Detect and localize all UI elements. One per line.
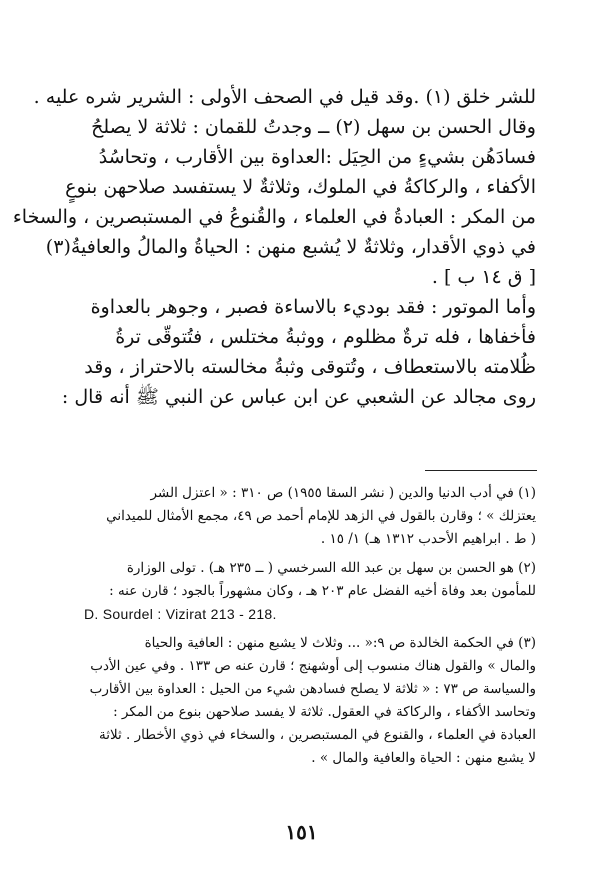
main-line-8: وأما الموتور : فقد بوديء بالاساءة فصبر ، وجوهر بالعداوة xyxy=(90,296,536,318)
main-line-1: للشر خلق (١) .وقد قيل في الصحف الأولى : الشرير شره عليه . xyxy=(33,86,536,108)
page-number: ١٥١ xyxy=(285,820,318,844)
footnote-1-line-3: ( ط . ابراهيم الأحدب ١٣١٢ هـ) ١/ ١٥ . xyxy=(320,531,536,547)
footnote-2-line-2: للمأمون بعد وفاة أخيه الفضل عام ٢٠٣ هـ ، وكان مشهوراً بالجود ؛ قارن عنه : xyxy=(109,583,536,599)
main-line-6: في ذوي الأقدار، وثلاثةٌ لا يُشبع منهن : الحياةُ والمالُ والعافيةُ(٣) xyxy=(45,236,536,258)
main-line-4: الأكفاء ، والركاكةُ في الملوك، وثلاثةٌ لا يستفسد صلاحهن بنوعٍ xyxy=(65,176,536,198)
main-line-9: فأخفاها ، فله ترةٌ مظلوم ، ووثبةُ مختلس ، فتُتوقّى ترةُ xyxy=(115,326,536,348)
footnote-1-line-1: (١) في أدب الدنيا والدين ( نشر السقا ١٩٥٥) ص ٣١٠ : « اعتزل الشر xyxy=(150,485,536,501)
footnote-3-line-6: لا يشبع منهن : الحياة والعافية والمال » . xyxy=(311,750,536,766)
main-line-11: روى مجالد عن الشعبي عن ابن عباس عن النبي ﷺ أنه قال : xyxy=(61,386,536,408)
main-line-3: فسادَهُن بشيءٍ من الحِيَل :العداوة بين الأقارب ، وتحاسُدُ xyxy=(98,146,536,168)
main-line-5: من المكر : العبادةُ في العلماء ، والقُنوعُ في المستبصرين ، والسخاء xyxy=(12,206,536,228)
footnote-separator xyxy=(425,470,537,471)
footnote-3-line-1: (٣) في الحكمة الخالدة ص ٩:« ... وثلاث لا يشبع منهن : العافية والحياة xyxy=(144,635,536,651)
main-text-block xyxy=(12,82,536,412)
main-line-2: وقال الحسن بن سهل (٢) ــ وجدتُ للقمان : ثلاثة لا يصلحُ xyxy=(91,116,536,138)
footnote-1-line-2: يعتزلك » ؛ وقارن بالقول في الزهد للإمام أحمد ص ٤٩، مجمع الأمثال للميداني xyxy=(106,508,536,524)
main-line-7: [ ق ١٤ ب ] . xyxy=(431,266,536,288)
footnote-3-line-5: العبادة في العلماء ، والقنوع في المستبصرين ، والسخاء في ذوي الأخطار . ثلاثة xyxy=(98,727,536,743)
main-line-10: ظُلامته بالاستعطاف ، وتُتوقى وثبةُ مخالسته بالاحتراز ، وقد xyxy=(84,356,536,378)
footnote-2-line-1: (٢) هو الحسن بن سهل بن عبد الله السرخسي ( ــ ٢٣٥ هـ) . تولى الوزارة xyxy=(126,560,536,576)
footnotes-block xyxy=(66,482,536,770)
footnote-2-latin-reference: D. Sourdel : Vizirat 213 - 218. xyxy=(84,606,277,622)
footnote-3-line-2: والمال » والقول هناك منسوب إلى أوشهنج ؛ قارن عنه ص ١٣٣ . وفي عين الأدب xyxy=(90,658,536,674)
footnote-3-line-4: وتحاسد الأكفاء ، والركاكة في العقول. ثلاثة لا يفسد صلاحهن بنوع من المكر : xyxy=(113,704,536,720)
footnote-3-line-3: والسياسة ص ٧٣ : « ثلاثة لا يصلح فسادهن شيء من الحيل : العداوة بين الأقارب xyxy=(89,681,536,697)
